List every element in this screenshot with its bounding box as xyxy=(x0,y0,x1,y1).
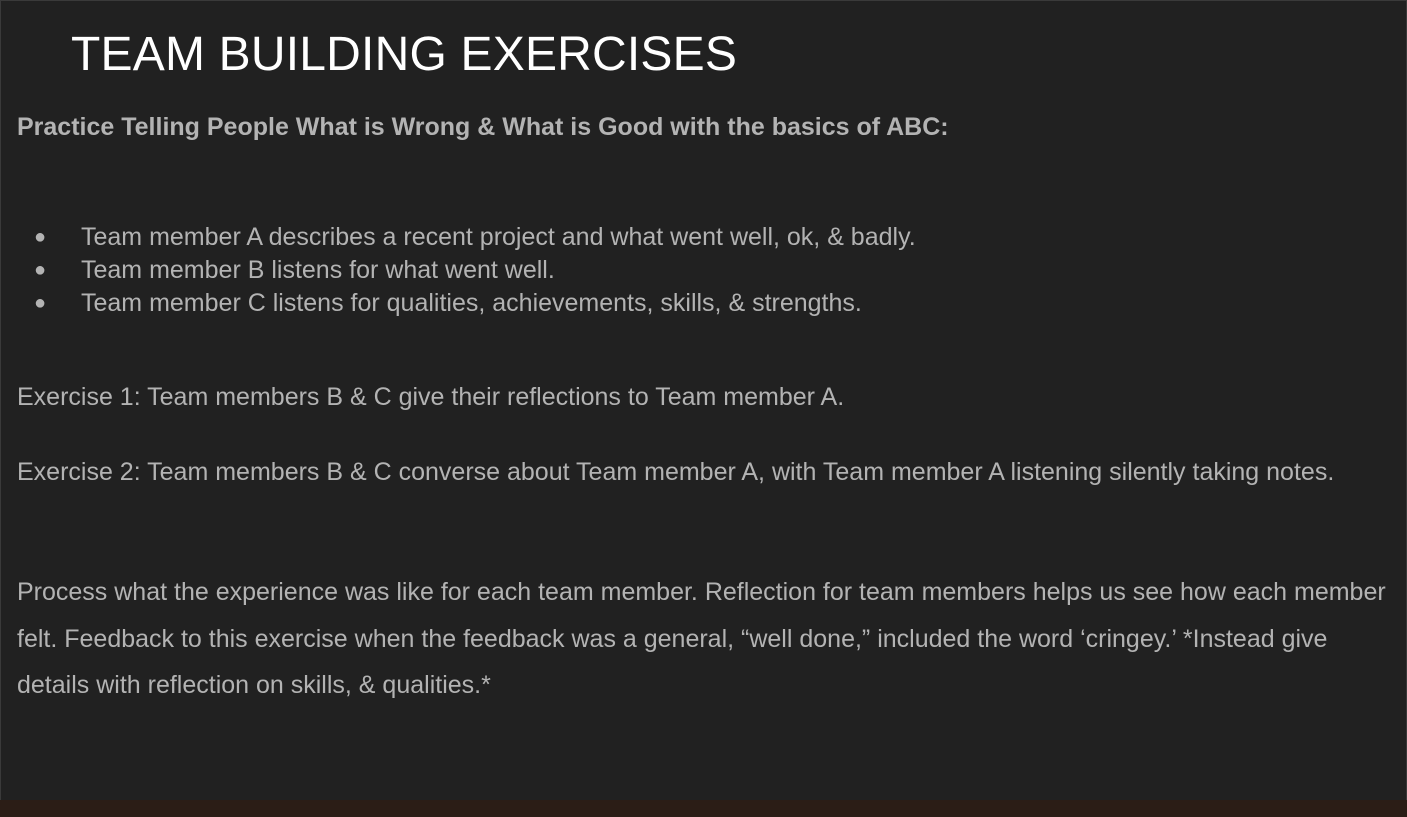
exercise-2-text: Exercise 2: Team members B & C converse about Team member A, with Team member A listening silently taking notes. xyxy=(17,458,1335,486)
bullet-icon: ● xyxy=(34,259,47,281)
bullet-text: Team member C listens for qualities, achievements, skills, & strengths. xyxy=(81,289,862,317)
bullet-text: Team member A describes a recent project and what went well, ok, & badly. xyxy=(81,223,916,251)
bottom-strip xyxy=(0,800,1407,817)
exercise-1-text: Exercise 1: Team members B & C give their reflections to Team member A. xyxy=(17,383,845,411)
bullet-icon: ● xyxy=(34,292,47,314)
slide-subtitle: Practice Telling People What is Wrong & What is Good with the basics of ABC: xyxy=(17,113,949,141)
bullet-icon: ● xyxy=(34,226,47,248)
slide-title: TEAM BUILDING EXERCISES xyxy=(71,28,738,81)
bullet-text: Team member B listens for what went well. xyxy=(81,256,555,284)
process-text: Process what the experience was like for each team member. Reflection for team members helps us see how each member felt. Feedback to this exercise when the feedback was a general, “well done,” included the word ‘cringey.’ *Instead give details with reflection on skills, & qualities.* xyxy=(17,578,1386,699)
